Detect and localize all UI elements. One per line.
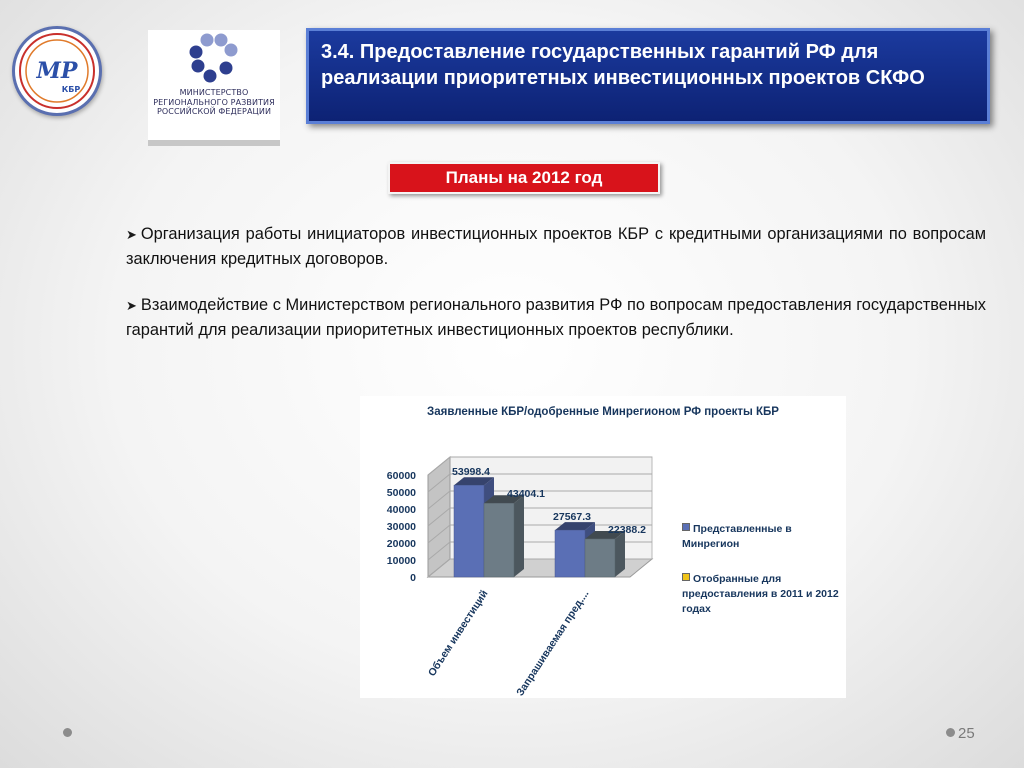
x-tick-label: Запрашиваемая пред.... — [514, 588, 592, 698]
legend-swatch — [682, 573, 690, 581]
arrow-bullet-icon: ➤ — [126, 227, 137, 242]
chart-title-text: Заявленные КБР/одобренные Минрегионом РФ проекты КБР — [427, 406, 779, 418]
data-label: 43404.1 — [507, 488, 545, 501]
y-tick-label: 60000 — [386, 470, 416, 482]
kbr-ministry-badge-logo — [12, 26, 102, 116]
slide-title: 3.4. Предоставление государственных гарантий РФ для реализации приоритетных инвестиционных проектов СКФО — [321, 41, 925, 89]
legend-label: Отобранные для предоставления в 2011 и 2012 годах — [682, 573, 839, 615]
y-tick-label: 30000 — [386, 521, 416, 533]
footer-dot-right — [946, 728, 955, 737]
y-tick-label: 0 — [410, 572, 416, 584]
footer-dot-left — [63, 728, 72, 737]
y-tick-label: 40000 — [386, 504, 416, 516]
data-label: 22388.2 — [608, 523, 646, 536]
page-number: 25 — [958, 725, 975, 742]
ministry-logo — [148, 30, 280, 146]
x-tick-label: Объем инвестиций — [425, 588, 491, 679]
bar — [484, 503, 514, 577]
slide-title-box — [306, 28, 990, 124]
y-tick-label: 10000 — [386, 555, 416, 567]
legend-item — [682, 522, 842, 552]
bar-side — [615, 531, 625, 577]
bar — [454, 485, 484, 577]
ministry-line-1: МИНИСТЕРСТВО — [179, 88, 249, 97]
y-tick-label: 20000 — [386, 538, 416, 550]
data-label: 27567.3 — [553, 511, 591, 524]
legend-item — [682, 572, 842, 617]
legend-label: Представленные в Минрегион — [682, 523, 792, 550]
y-tick-label: 50000 — [386, 487, 416, 499]
svg-text:MP: MP — [36, 58, 78, 84]
data-label: 53998.4 — [452, 466, 490, 479]
legend-swatch — [682, 523, 690, 531]
bullet-item — [126, 293, 986, 342]
ministry-line-3: РОССИЙСКОЙ ФЕДЕРАЦИИ — [156, 107, 272, 116]
bullet-item — [126, 222, 986, 271]
ministry-line-2: РЕГИОНАЛЬНОГО РАЗВИТИЯ — [153, 97, 275, 107]
bullet-text: Организация работы инициаторов инвестиционных проектов КБР с кредитными организациями по вопросам заключения кредитных договоров. — [126, 225, 986, 268]
bar — [555, 530, 585, 577]
plans-label: Планы на 2012 год — [388, 162, 660, 194]
bar — [585, 539, 615, 577]
svg-text:КБР: КБР — [61, 85, 81, 94]
bullet-text: Взаимодействие с Министерством регионального развития РФ по вопросам предоставления государственных гарантий для реализации приоритетных инвестиционных проектов республики. — [126, 296, 986, 339]
arrow-bullet-icon: ➤ — [126, 298, 137, 313]
bar-side — [514, 495, 524, 577]
